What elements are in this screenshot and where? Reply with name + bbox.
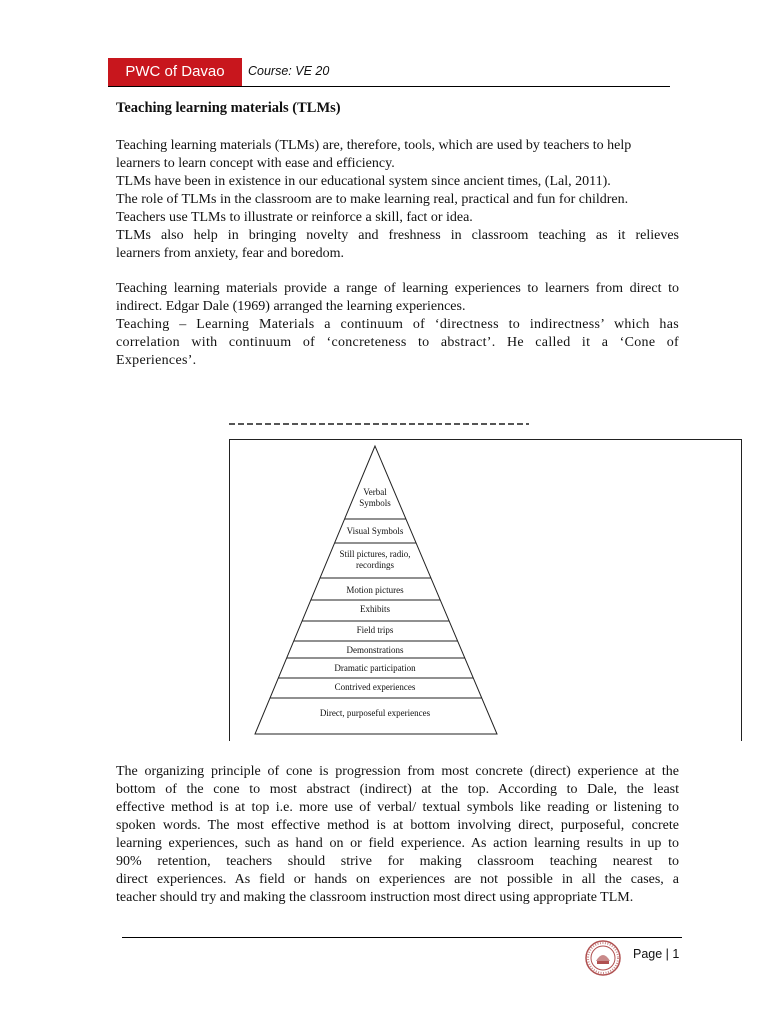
cone-level-label: Still pictures, radio, recordings — [339, 549, 411, 570]
cone-level-label: Exhibits — [359, 604, 390, 614]
text-line: spoken words. The most effective method is at bottom involving direct, purposeful, concrete — [116, 818, 679, 833]
text-line: learners from anxiety, fear and boredom. — [116, 246, 345, 261]
text-line: Teachers use TLMs to illustrate or reinforce a skill, fact or idea. — [116, 210, 473, 225]
page-number: Page | 1 — [633, 947, 680, 961]
cone-level-label: Contrived experiences — [334, 682, 416, 692]
text-line: TLMs have been in existence in our educational system since ancient times, (Lal, 2011). — [116, 174, 611, 189]
text-line: indirect. Edgar Dale (1969) arranged the learning experiences. — [116, 299, 466, 314]
text-line: Teaching – Learning Materials a continuum of ‘directness to indirectness’ which has — [116, 317, 679, 332]
text-line: Teaching learning materials provide a range of learning experiences to learners from direct to — [116, 281, 679, 296]
text-line: direct experiences. As field or hands on experiences are not possible in all the cases, a — [116, 872, 679, 887]
cone-level-label: Motion pictures — [346, 585, 404, 595]
text-line: Teaching learning materials (TLMs) are, therefore, tools, which are used by teachers to help — [116, 138, 632, 153]
text-line: TLMs also help in bringing novelty and freshness in classroom teaching as it relieves — [116, 228, 679, 243]
university-seal-icon — [584, 939, 622, 977]
cone-level-label: Visual Symbols — [346, 526, 404, 536]
page-title: Teaching learning materials (TLMs) — [116, 100, 341, 116]
text-line: effective method is at top i.e. more use of verbal/ textual symbols like reading or listening to — [116, 800, 679, 815]
text-line: teacher should try and making the classroom instruction most direct using appropriate TLM. — [116, 890, 634, 905]
text-line: correlation with continuum of ‘concreteness to abstract’. He called it a ‘Cone of — [116, 335, 679, 350]
text-line: The role of TLMs in the classroom are to make learning real, practical and fun for children. — [116, 192, 629, 207]
text-line: 90% retention, teachers should strive for making classroom teaching nearest to — [116, 854, 679, 869]
org-badge: PWC of Davao — [108, 58, 242, 86]
text-line: Experiences’. — [116, 353, 197, 368]
cone-level-label: Verbal Symbols — [359, 487, 391, 508]
cone-level-label: Demonstrations — [346, 645, 404, 655]
footer-rule — [122, 937, 682, 938]
cone-level-label: Dramatic participation — [334, 663, 416, 673]
conclusion-paragraph — [116, 763, 679, 907]
cone-level-label: Direct, purposeful experiences — [319, 708, 431, 718]
cone-level-label: Field trips — [356, 625, 394, 635]
course-label: Course: VE 20 — [248, 64, 330, 78]
text-line: learning experiences, such as hand on or field experience. As action learning results in up to — [116, 836, 679, 851]
text-line: learners to learn concept with ease and efficiency. — [116, 156, 395, 171]
text-line: The organizing principle of cone is progression from most concrete (direct) experience at the — [116, 764, 679, 779]
text-line: bottom of the cone to most abstract (indirect) at the top. According to Dale, the least — [116, 782, 679, 797]
